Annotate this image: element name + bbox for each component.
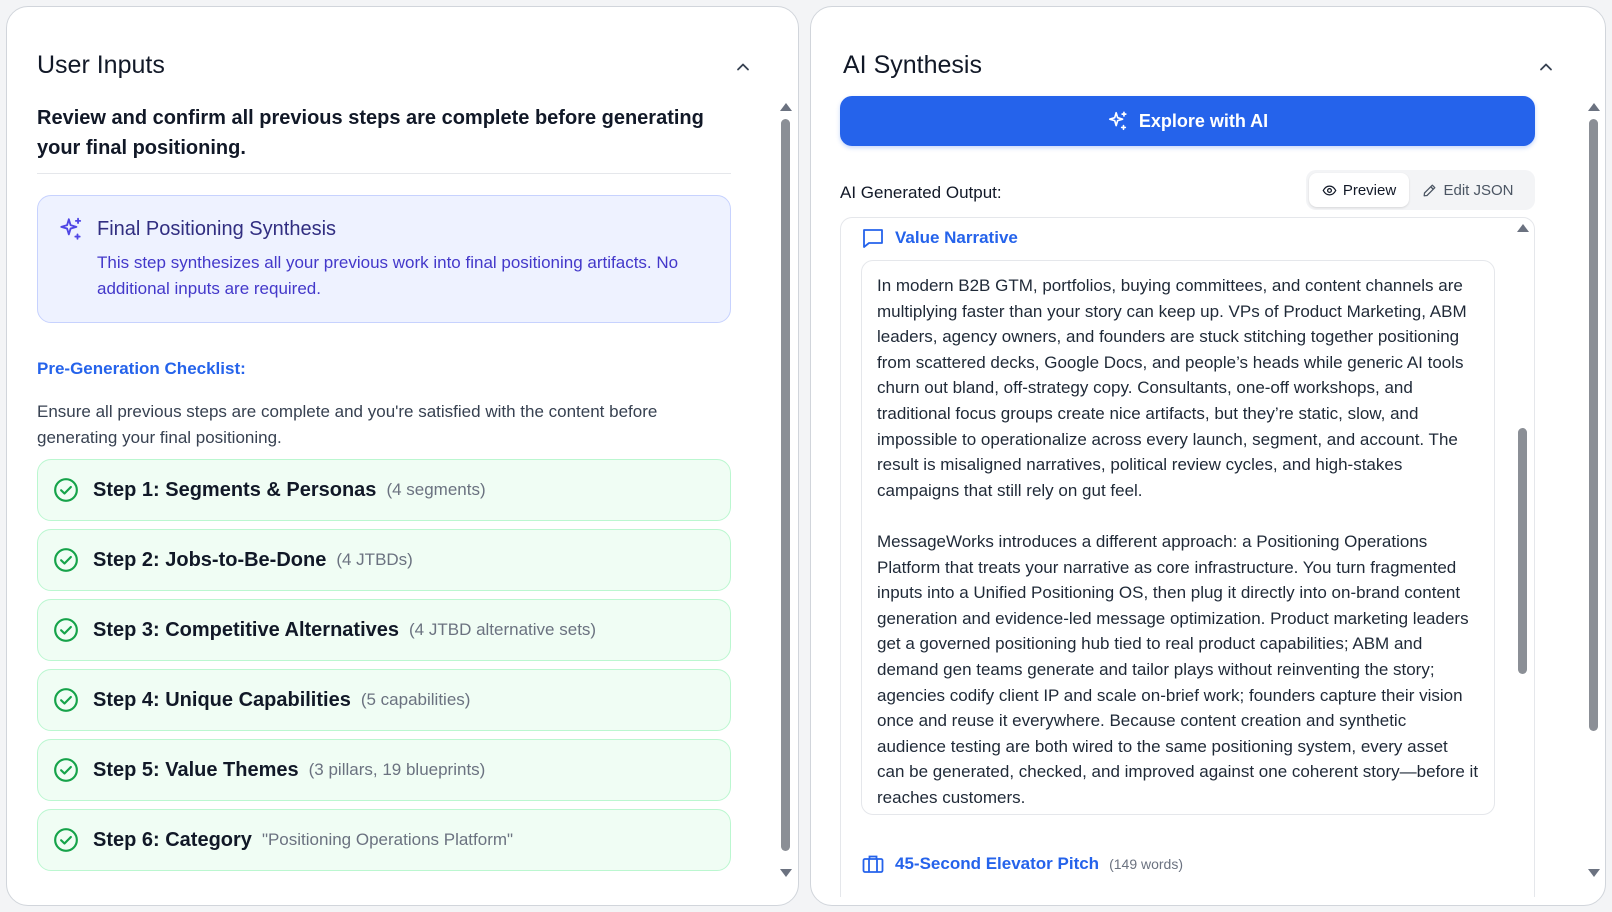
explore-button-label: Explore with AI	[1138, 110, 1269, 131]
check-circle-icon	[53, 827, 79, 853]
briefcase-icon	[861, 852, 885, 876]
edit-json-label: Edit JSON	[1443, 181, 1514, 199]
check-circle-icon	[53, 547, 79, 573]
eye-icon	[1322, 183, 1337, 198]
chevron-up-icon	[736, 60, 750, 74]
scroll-up-arrow[interactable]	[780, 103, 792, 111]
edit-json-toggle[interactable]	[1409, 173, 1527, 207]
step-meta: (4 JTBDs)	[336, 550, 413, 569]
right-scrollbar[interactable]	[1586, 103, 1600, 899]
left-scrollbar[interactable]	[778, 103, 792, 899]
user-inputs-panel	[6, 6, 799, 906]
ai-synthesis-panel	[810, 6, 1606, 906]
explore-with-ai-button[interactable]	[840, 96, 1535, 146]
elevator-pitch-word-count: (149 words)	[1109, 856, 1183, 872]
final-positioning-info-card	[37, 195, 731, 323]
step-meta: (4 segments)	[386, 480, 486, 499]
output-scrollbar[interactable]	[1515, 224, 1529, 674]
pencil-icon	[1422, 183, 1437, 198]
preview-toggle[interactable]	[1309, 173, 1409, 207]
chevron-up-icon	[1539, 60, 1553, 74]
checklist-step	[37, 669, 731, 731]
collapse-ai-synthesis-button[interactable]	[1536, 57, 1556, 77]
value-narrative-title: Value Narrative	[895, 228, 1018, 247]
info-card-title: Final Positioning Synthesis	[97, 218, 337, 240]
preview-label: Preview	[1342, 181, 1397, 199]
step-label: Step 5: Value Themes	[93, 758, 299, 781]
view-mode-toggle	[1306, 170, 1535, 210]
scroll-thumb[interactable]	[1518, 428, 1527, 674]
message-square-icon	[861, 226, 885, 250]
checklist-step	[37, 599, 731, 661]
narrative-paragraph: In modern B2B GTM, portfolios, buying committees, and content channels are multiplying faster than your story can keep up. VPs of Product Marketing, ABM leaders, agency owners, and founders are stuck stitching together positioning from scattered decks, Google Docs, and people’s heads while generic AI tools churn out bland, off-strategy copy. Consultants, one-off workshops, and traditional focus groups create nice artifacts, but they’re static, slow, and impossible to operationalize across every launch, segment, and account. The result is misaligned narratives, political review cycles, and high-stakes campaigns that still rely on gut feel.	[877, 276, 1467, 500]
info-card-body: This step synthesizes all your previous work into final positioning artifacts. No additional inputs are required.	[97, 253, 679, 298]
scroll-down-arrow[interactable]	[1588, 869, 1600, 877]
scroll-thumb[interactable]	[781, 119, 790, 851]
value-narrative-text	[861, 260, 1495, 815]
output-label: AI Generated Output:	[840, 183, 1002, 202]
collapse-user-inputs-button[interactable]	[733, 57, 753, 77]
checklist-title: Pre-Generation Checklist:	[37, 359, 246, 378]
checklist-step	[37, 459, 731, 521]
sparkles-icon	[58, 216, 84, 242]
check-circle-icon	[53, 477, 79, 503]
scroll-up-arrow[interactable]	[1517, 224, 1529, 232]
check-circle-icon	[53, 687, 79, 713]
value-narrative-heading	[861, 226, 1018, 250]
sparkles-icon	[1107, 110, 1129, 132]
step-label: Step 4: Unique Capabilities	[93, 688, 351, 711]
checklist-step	[37, 739, 731, 801]
narrative-paragraph: MessageWorks introduces a different approach: a Positioning Operations Platform that treats your narrative as core infrastructure. You turn fragmented inputs into a Unified Positioning OS, then plug it directly into on-brand content generation and evidence-led message optimization. Product marketing leaders get a governed positioning hub tied to real product capabilities; ABM and demand gen teams generate and tailor plays without reinventing the story; agencies codify client IP and scale on-brief work; founders capture their vision once and reuse it everywhere. Because content creation and synthetic audience testing are both wired to the same positioning system, every asset can be generated, checked, and improved against one coherent story—before it reaches customers.	[877, 531, 1479, 807]
panel-title: User Inputs	[37, 51, 165, 79]
step-meta: (5 capabilities)	[360, 690, 471, 709]
elevator-pitch-heading	[861, 852, 1183, 876]
step-label: Step 3: Competitive Alternatives	[93, 618, 400, 641]
panel-title: AI Synthesis	[843, 51, 982, 79]
step-meta: (4 JTBD alternative sets)	[409, 620, 597, 639]
checklist-step	[37, 529, 731, 591]
elevator-pitch-title: 45-Second Elevator Pitch	[895, 854, 1100, 873]
checklist-step	[37, 809, 731, 871]
step-meta: (3 pillars, 19 blueprints)	[308, 760, 486, 779]
check-circle-icon	[53, 617, 79, 643]
step-label: Step 6: Category	[93, 828, 252, 851]
step-label: Step 2: Jobs-to-Be-Done	[93, 548, 327, 571]
scroll-thumb[interactable]	[1589, 119, 1598, 731]
step-label: Step 1: Segments & Personas	[93, 478, 377, 501]
step-meta: "Positioning Operations Platform"	[261, 830, 514, 849]
scroll-up-arrow[interactable]	[1588, 103, 1600, 111]
intro-text: Review and confirm all previous steps are complete before generating your final positioning.	[37, 107, 704, 159]
divider	[37, 173, 731, 174]
check-circle-icon	[53, 757, 79, 783]
checklist-description: Ensure all previous steps are complete and you're satisfied with the content before generating your final positioning.	[37, 402, 658, 447]
ai-output-container	[840, 217, 1535, 897]
scroll-down-arrow[interactable]	[780, 869, 792, 877]
